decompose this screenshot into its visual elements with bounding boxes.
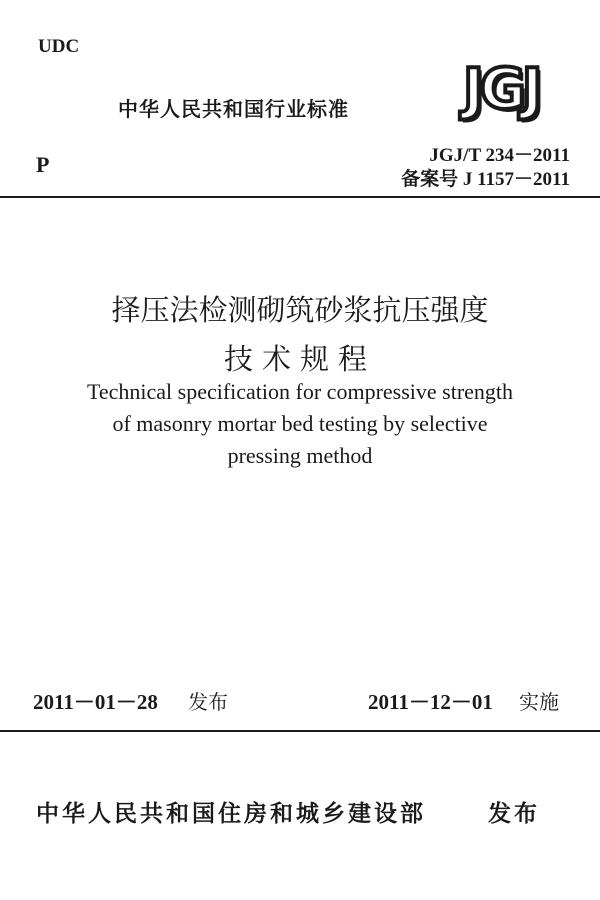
title-english <box>40 376 560 472</box>
issue-label: 发布 <box>188 690 228 714</box>
title-english-line-3: pressing method <box>227 443 373 468</box>
implement-label: 实施 <box>519 690 559 714</box>
publisher-name: 中华人民共和国住房和城乡建设部 <box>36 801 426 827</box>
bottom-divider <box>0 730 600 732</box>
standard-code: JGJ/T 234－2011 <box>429 145 570 166</box>
title-english-line-1: Technical specification for compressive strength <box>86 379 514 404</box>
udc-label: UDC <box>38 36 80 57</box>
title-chinese-line-1: 择压法检测砌筑砂浆抗压强度 <box>111 293 489 327</box>
issue-date: 2011－01－28 <box>33 690 158 714</box>
title-chinese-line-2: 技术规程 <box>223 342 376 376</box>
top-divider <box>0 196 600 198</box>
jgj-logo: JGJ <box>463 57 539 122</box>
registration-number: 备案号 J 1157－2011 <box>401 169 570 190</box>
title-english-line-2: of masonry mortar bed testing by selective <box>112 411 488 436</box>
publish-label: 发布 <box>488 801 540 827</box>
classification-code: P <box>36 152 50 177</box>
implement-date: 2011－12－01 <box>368 690 493 714</box>
standard-type-title: 中华人民共和国行业标准 <box>118 97 349 121</box>
